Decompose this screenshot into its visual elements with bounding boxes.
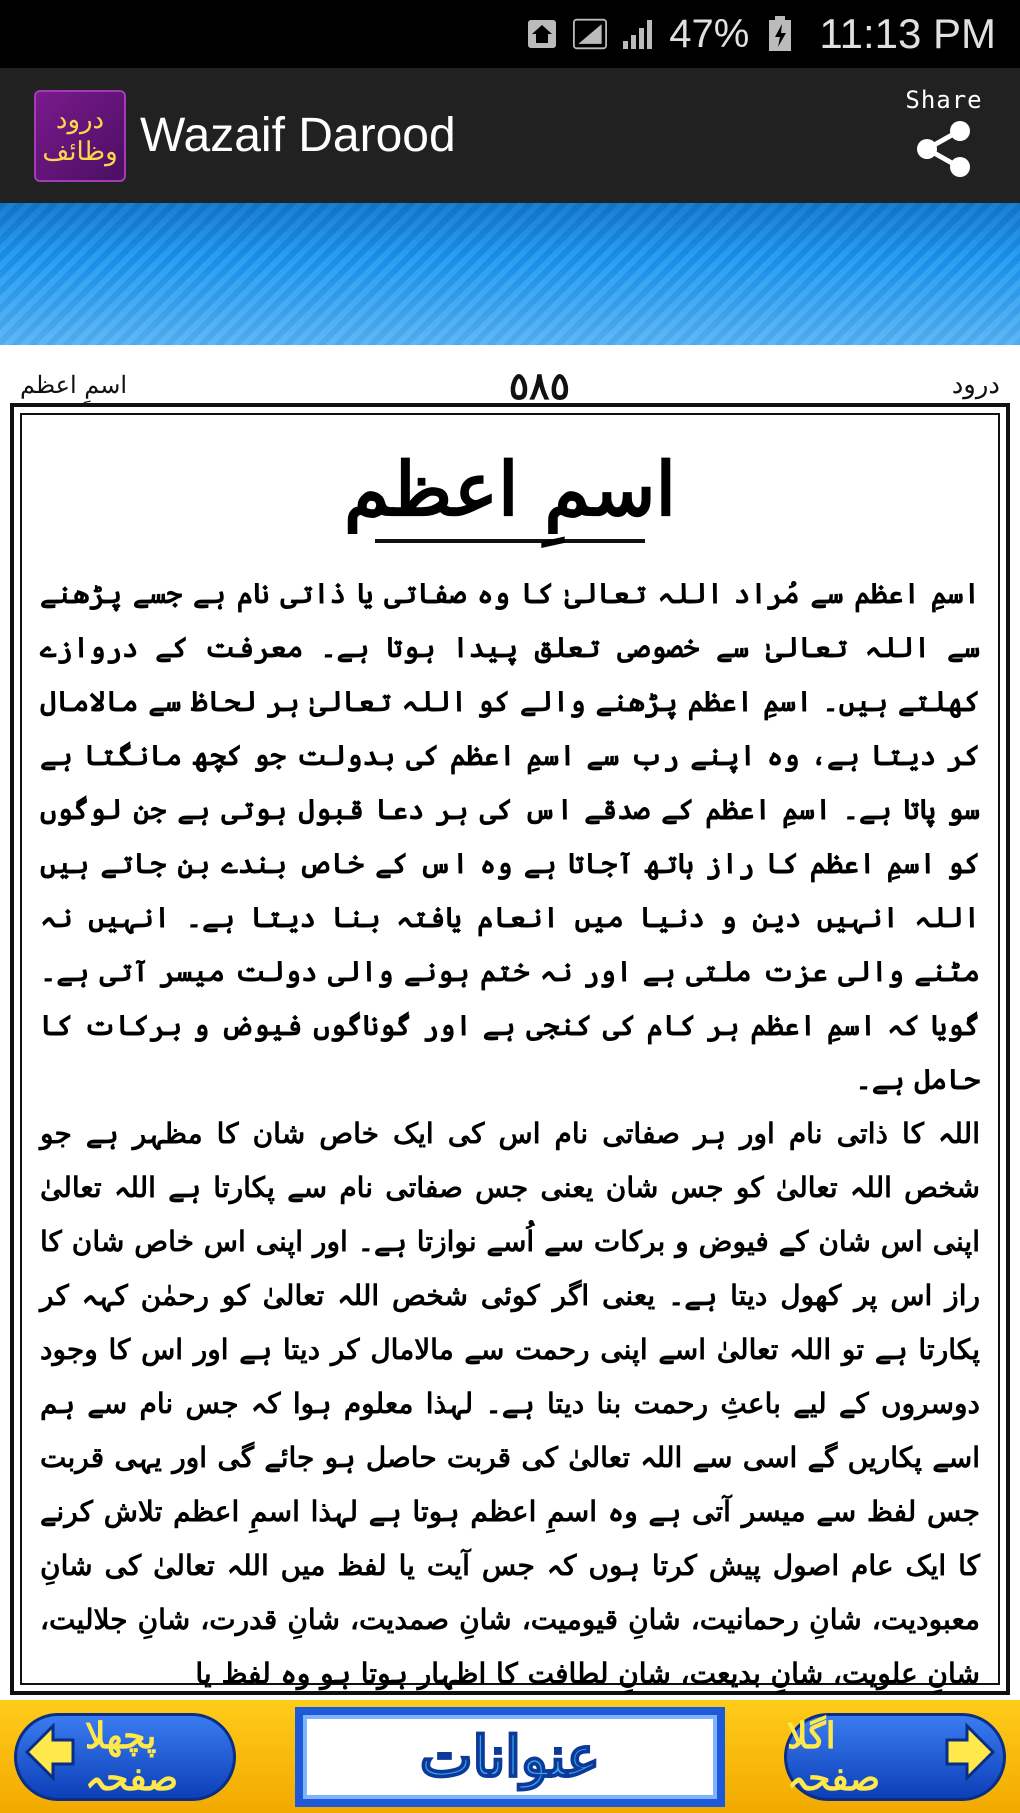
ad-banner [0,203,1020,345]
share-button[interactable] [896,86,992,190]
bottom-nav [0,1700,1020,1813]
logo-text-top: درود [55,104,105,135]
signal-icon [621,17,655,51]
next-page-button[interactable] [784,1713,1006,1801]
share-label: Share [905,86,983,114]
page-frame-inner [20,413,1000,1690]
arrow-left-icon [23,1722,77,1791]
clock: 11:13 PM [819,10,996,57]
chapter-heading: اسمِ اعظم [343,447,677,533]
logo-text-bottom: وظائف [42,136,118,167]
battery-percent: 47% [669,11,750,56]
arrow-right-icon [943,1722,997,1791]
page-frame [10,403,1010,1695]
contents-button[interactable] [295,1707,725,1807]
share-icon [913,120,975,182]
home-icon [525,17,559,51]
page-header-book: درود [951,370,1000,400]
book-page [0,345,1020,1700]
page-header [20,363,1000,407]
paragraph: اسمِ اعظم سے مُراد اللہ تعالیٰ کا وہ صفاتی یا ذاتی نام ہے جسے پڑھنے سے اللہ تعالیٰ سے خصوصی تعلق پیدا ہوتا ہے۔ معرفت کے دروازے کھلتے ہیں۔ اسمِ اعظم پڑھنے والے کو اللہ تعالیٰ ہر لحاظ سے مالامال کر دیتا ہے، وہ اپنے رب سے اسمِ اعظم کی بدولت جو کچھ مانگتا ہے سو پاتا ہے۔ اسمِ اعظم کے صدقے اس کی ہر دعا قبول ہوتی ہے جن لوگوں کو اسمِ اعظم کا راز ہاتھ آجاتا ہے وہ اس کے خاص بندے بن جاتے ہیں اللہ انہیں دین و دنیا میں انعام یافتہ بنا دیتا ہے۔ انہیں نہ مٹنے والی عزت ملتی ہے اور نہ ختم ہونے والی دولت میسر آتی ہے۔ گویا کہ اسمِ اعظم ہر کام کی کنجی ہے اور گوناگوں فیوض و برکات کا حامل ہے۔ [40,577,980,1096]
next-page-label: اگلا صفحہ [787,1714,881,1799]
previous-page-label: پچھلا صفحہ [85,1714,179,1799]
battery-charging-icon [763,17,797,51]
paragraph: اللہ کا ذاتی نام اور ہر صفاتی نام اس کی ایک خاص شان کا مظہر ہے جو شخص اللہ تعالیٰ کو جس شان یعنی جس صفاتی نام سے پکارتا ہے اللہ تعالیٰ اپنی اس شان کے فیوض و برکات سے اُسے نوازتا ہے۔ اور اپنی اس خاص شان کا راز اس پر کھول دیتا ہے۔ یعنی اگر کوئی شخص اللہ تعالیٰ کو رحمٰن کہہ کر پکارتا ہے تو اللہ تعالیٰ اسے اپنی رحمت سے مالامال کر دیتا ہے اور اس کا وجود دوسروں کے لیے باعثِ رحمت بنا دیتا ہے۔ لہذا معلوم ہوا کہ جس نام سے ہم اسے پکاریں گے اسی سے اللہ تعالیٰ کی قربت حاصل ہو جائے گی اور یہی قربت جس لفظ سے میسر آتی ہے وہ اسمِ اعظم ہوتا ہے لہذا اسمِ اعظم تلاش کرنے کا ایک عام اصول پیش کرتا ہوں کہ جس آیت یا لفظ میں اللہ تعالیٰ کی شانِ معبودیت، شانِ رحمانیت، شانِ قیومیت، شانِ صمدیت، شانِ قدرت، شانِ جلالیت، شانِ علویت، شانِ بدیعت، شانِ لطافت کا اظہار ہوتا ہو وہ لفظ یا [40,1117,980,1690]
page-number: ٥٨٥ [508,362,570,408]
signal-icon [573,17,607,51]
contents-label: عنوانات [419,1723,601,1790]
app-logo [34,90,126,182]
app-title: Wazaif Darood [140,109,456,162]
page-header-chapter: اسمِ اعظم [20,371,128,399]
app-bar [0,68,1020,203]
status-bar [0,0,1020,68]
previous-page-button[interactable] [14,1713,236,1801]
page-body [22,543,998,1701]
